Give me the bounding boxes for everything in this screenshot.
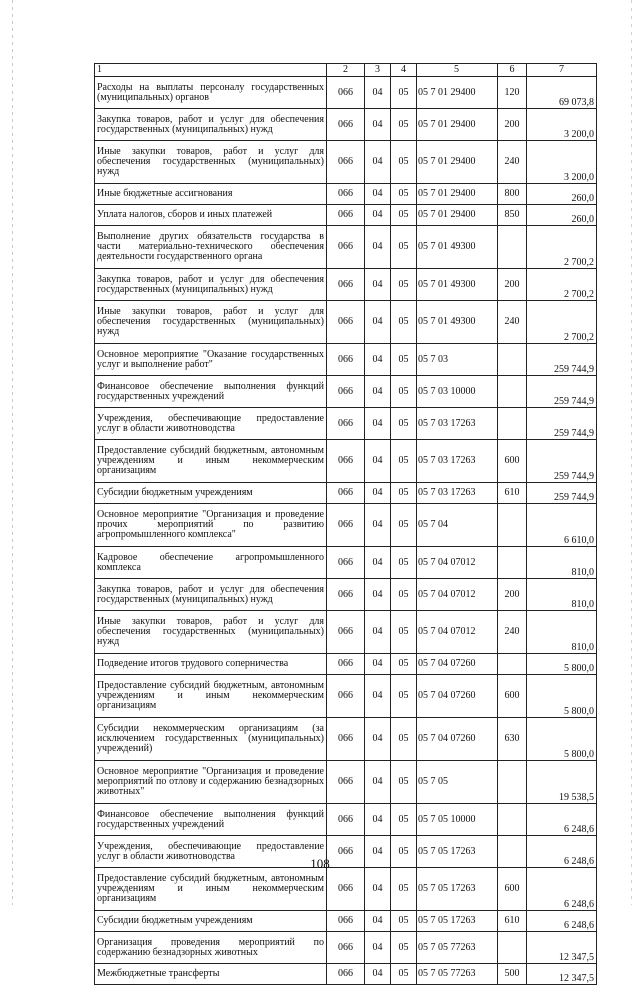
vr-cell	[498, 504, 527, 547]
sum-cell: 810,0	[527, 547, 597, 579]
pr-cell: 05	[391, 804, 417, 836]
csr-cell: 05 7 01 29400	[417, 141, 498, 184]
csr-cell: 05 7 03	[417, 344, 498, 376]
pr-cell: 05	[391, 836, 417, 868]
pr-cell: 05	[391, 761, 417, 804]
pr-cell: 05	[391, 654, 417, 675]
pr-cell: 05	[391, 932, 417, 964]
name-cell: Финансовое обеспечение выполнения функций государственных учреждений	[95, 804, 327, 836]
table-row	[95, 611, 597, 654]
rz-cell: 04	[365, 141, 391, 184]
sum-cell: 12 347,5	[527, 964, 597, 985]
table-row	[95, 804, 597, 836]
column-header-3: 3	[365, 64, 391, 77]
sum-cell: 810,0	[527, 579, 597, 611]
name-cell: Иные закупки товаров, работ и услуг для обеспечения государственных (муниципальных) нужд	[95, 141, 327, 184]
vr-cell: 200	[498, 269, 527, 301]
pr-cell: 05	[391, 611, 417, 654]
csr-cell: 05 7 05 77263	[417, 932, 498, 964]
column-header-2: 2	[327, 64, 365, 77]
csr-cell: 05 7 05 17263	[417, 836, 498, 868]
vr-cell	[498, 932, 527, 964]
ved-cell: 066	[327, 654, 365, 675]
ved-cell: 066	[327, 483, 365, 504]
pr-cell: 05	[391, 911, 417, 932]
ved-cell: 066	[327, 408, 365, 440]
vr-cell: 610	[498, 483, 527, 504]
ved-cell: 066	[327, 761, 365, 804]
ved-cell: 066	[327, 440, 365, 483]
table-row	[95, 504, 597, 547]
column-header-4: 4	[391, 64, 417, 77]
table-row	[95, 654, 597, 675]
sum-cell: 810,0	[527, 611, 597, 654]
pr-cell: 05	[391, 109, 417, 141]
vr-cell: 200	[498, 109, 527, 141]
sum-cell: 259 744,9	[527, 440, 597, 483]
table-row	[95, 269, 597, 301]
ved-cell: 066	[327, 804, 365, 836]
name-cell: Закупка товаров, работ и услуг для обеспечения государственных (муниципальных) нужд	[95, 269, 327, 301]
rz-cell: 04	[365, 654, 391, 675]
pr-cell: 05	[391, 504, 417, 547]
rz-cell: 04	[365, 109, 391, 141]
sum-cell: 5 800,0	[527, 654, 597, 675]
budget-table	[94, 63, 597, 985]
rz-cell: 04	[365, 932, 391, 964]
rz-cell: 04	[365, 408, 391, 440]
name-cell: Уплата налогов, сборов и иных платежей	[95, 205, 327, 226]
name-cell: Основное мероприятие "Оказание государственных услуг и выполнение работ"	[95, 344, 327, 376]
ved-cell: 066	[327, 611, 365, 654]
rz-cell: 04	[365, 226, 391, 269]
csr-cell: 05 7 03 17263	[417, 440, 498, 483]
csr-cell: 05 7 05	[417, 761, 498, 804]
name-cell: Предоставление субсидий бюджетным, автономным учреждениям и иным некоммерческим организациям	[95, 675, 327, 718]
sum-cell: 2 700,2	[527, 226, 597, 269]
pr-cell: 05	[391, 77, 417, 109]
csr-cell: 05 7 01 49300	[417, 301, 498, 344]
pr-cell: 05	[391, 579, 417, 611]
vr-cell	[498, 654, 527, 675]
table-row	[95, 184, 597, 205]
sum-cell: 259 744,9	[527, 408, 597, 440]
vr-cell: 850	[498, 205, 527, 226]
csr-cell: 05 7 04 07260	[417, 675, 498, 718]
ved-cell: 066	[327, 547, 365, 579]
budget-table-body	[95, 64, 597, 985]
vr-cell	[498, 761, 527, 804]
csr-cell: 05 7 03 10000	[417, 376, 498, 408]
name-cell: Закупка товаров, работ и услуг для обеспечения государственных (муниципальных) нужд	[95, 109, 327, 141]
table-row	[95, 547, 597, 579]
csr-cell: 05 7 01 49300	[417, 226, 498, 269]
pr-cell: 05	[391, 344, 417, 376]
column-header-7: 7	[527, 64, 597, 77]
name-cell: Подведение итогов трудового соперничества	[95, 654, 327, 675]
rz-cell: 04	[365, 611, 391, 654]
vr-cell	[498, 804, 527, 836]
sum-cell: 2 700,2	[527, 269, 597, 301]
rz-cell: 04	[365, 184, 391, 205]
sum-cell: 260,0	[527, 184, 597, 205]
csr-cell: 05 7 04 07260	[417, 654, 498, 675]
rz-cell: 04	[365, 718, 391, 761]
csr-cell: 05 7 04 07012	[417, 547, 498, 579]
rz-cell: 04	[365, 77, 391, 109]
sum-cell: 6 248,6	[527, 804, 597, 836]
rz-cell: 04	[365, 675, 391, 718]
name-cell: Организация проведения мероприятий по содержанию безнадзорных животных	[95, 932, 327, 964]
name-cell: Субсидии бюджетным учреждениям	[95, 911, 327, 932]
ved-cell: 066	[327, 344, 365, 376]
name-cell: Предоставление субсидий бюджетным, автономным учреждениям и иным некоммерческим организациям	[95, 868, 327, 911]
vr-cell: 800	[498, 184, 527, 205]
vr-cell: 600	[498, 440, 527, 483]
name-cell: Основное мероприятие "Организация и проведение мероприятий по отлову и содержанию безнадзорных животных"	[95, 761, 327, 804]
name-cell: Иные закупки товаров, работ и услуг для обеспечения государственных (муниципальных) нужд	[95, 301, 327, 344]
csr-cell: 05 7 01 29400	[417, 77, 498, 109]
csr-cell: 05 7 04 07012	[417, 579, 498, 611]
vr-cell	[498, 226, 527, 269]
ved-cell: 066	[327, 964, 365, 985]
table-row	[95, 718, 597, 761]
rz-cell: 04	[365, 440, 391, 483]
column-header-6: 6	[498, 64, 527, 77]
name-cell: Межбюджетные трансферты	[95, 964, 327, 985]
ved-cell: 066	[327, 504, 365, 547]
csr-cell: 05 7 03 17263	[417, 483, 498, 504]
page-scan-edge-left	[12, 0, 13, 905]
pr-cell: 05	[391, 408, 417, 440]
table-row	[95, 344, 597, 376]
vr-cell	[498, 376, 527, 408]
ved-cell: 066	[327, 868, 365, 911]
table-row	[95, 77, 597, 109]
ved-cell: 066	[327, 718, 365, 761]
csr-cell: 05 7 04	[417, 504, 498, 547]
sum-cell: 2 700,2	[527, 301, 597, 344]
pr-cell: 05	[391, 269, 417, 301]
ved-cell: 066	[327, 77, 365, 109]
table-row	[95, 376, 597, 408]
rz-cell: 04	[365, 836, 391, 868]
table-row	[95, 579, 597, 611]
name-cell: Закупка товаров, работ и услуг для обеспечения государственных (муниципальных) нужд	[95, 579, 327, 611]
sum-cell: 12 347,5	[527, 932, 597, 964]
sum-cell: 3 200,0	[527, 141, 597, 184]
sum-cell: 5 800,0	[527, 675, 597, 718]
sum-cell: 69 073,8	[527, 77, 597, 109]
csr-cell: 05 7 05 10000	[417, 804, 498, 836]
column-header-1: 1	[95, 64, 327, 77]
sum-cell: 19 538,5	[527, 761, 597, 804]
sum-cell: 259 744,9	[527, 483, 597, 504]
csr-cell: 05 7 01 49300	[417, 269, 498, 301]
table-row	[95, 205, 597, 226]
ved-cell: 066	[327, 836, 365, 868]
vr-cell	[498, 547, 527, 579]
vr-cell: 610	[498, 911, 527, 932]
sum-cell: 259 744,9	[527, 344, 597, 376]
vr-cell: 600	[498, 675, 527, 718]
csr-cell: 05 7 04 07012	[417, 611, 498, 654]
vr-cell: 240	[498, 141, 527, 184]
csr-cell: 05 7 04 07260	[417, 718, 498, 761]
csr-cell: 05 7 05 17263	[417, 868, 498, 911]
pr-cell: 05	[391, 547, 417, 579]
rz-cell: 04	[365, 761, 391, 804]
vr-cell	[498, 344, 527, 376]
ved-cell: 066	[327, 269, 365, 301]
table-row	[95, 408, 597, 440]
vr-cell	[498, 408, 527, 440]
name-cell: Финансовое обеспечение выполнения функций государственных учреждений	[95, 376, 327, 408]
pr-cell: 05	[391, 483, 417, 504]
rz-cell: 04	[365, 376, 391, 408]
ved-cell: 066	[327, 141, 365, 184]
table-row	[95, 675, 597, 718]
rz-cell: 04	[365, 269, 391, 301]
table-row	[95, 141, 597, 184]
ved-cell: 066	[327, 932, 365, 964]
pr-cell: 05	[391, 301, 417, 344]
vr-cell: 200	[498, 579, 527, 611]
csr-cell: 05 7 03 17263	[417, 408, 498, 440]
vr-cell: 240	[498, 301, 527, 344]
rz-cell: 04	[365, 344, 391, 376]
vr-cell: 240	[498, 611, 527, 654]
table-row	[95, 761, 597, 804]
rz-cell: 04	[365, 301, 391, 344]
ved-cell: 066	[327, 301, 365, 344]
ved-cell: 066	[327, 376, 365, 408]
ved-cell: 066	[327, 205, 365, 226]
name-cell: Кадровое обеспечение агропромышленного комплекса	[95, 547, 327, 579]
name-cell: Учреждения, обеспечивающие предоставление услуг в области животноводства	[95, 408, 327, 440]
rz-cell: 04	[365, 868, 391, 911]
vr-cell: 630	[498, 718, 527, 761]
name-cell: Предоставление субсидий бюджетным, автономным учреждениям и иным некоммерческим организациям	[95, 440, 327, 483]
rz-cell: 04	[365, 964, 391, 985]
sum-cell: 6 248,6	[527, 911, 597, 932]
rz-cell: 04	[365, 483, 391, 504]
sum-cell: 6 248,6	[527, 868, 597, 911]
ved-cell: 066	[327, 226, 365, 269]
ved-cell: 066	[327, 675, 365, 718]
sum-cell: 259 744,9	[527, 376, 597, 408]
rz-cell: 04	[365, 579, 391, 611]
table-row	[95, 109, 597, 141]
vr-cell: 600	[498, 868, 527, 911]
pr-cell: 05	[391, 376, 417, 408]
csr-cell: 05 7 01 29400	[417, 205, 498, 226]
sum-cell: 6 610,0	[527, 504, 597, 547]
table-row	[95, 932, 597, 964]
vr-cell: 500	[498, 964, 527, 985]
table-row	[95, 868, 597, 911]
table-row	[95, 440, 597, 483]
rz-cell: 04	[365, 911, 391, 932]
table-row	[95, 226, 597, 269]
table-header-row	[95, 64, 597, 77]
csr-cell: 05 7 01 29400	[417, 109, 498, 141]
name-cell: Иные бюджетные ассигнования	[95, 184, 327, 205]
table-row	[95, 483, 597, 504]
name-cell: Субсидии некоммерческим организациям (за исключением государственных (муниципальных) учреждений)	[95, 718, 327, 761]
sum-cell: 260,0	[527, 205, 597, 226]
csr-cell: 05 7 05 17263	[417, 911, 498, 932]
pr-cell: 05	[391, 440, 417, 483]
table-row	[95, 964, 597, 985]
sum-cell: 6 248,6	[527, 836, 597, 868]
page-number: 108	[310, 856, 330, 871]
name-cell: Выполнение других обязательств государства в части материально-технического обеспечения деятельности государственного органа	[95, 226, 327, 269]
name-cell: Иные закупки товаров, работ и услуг для обеспечения государственных (муниципальных) нужд	[95, 611, 327, 654]
table-row	[95, 301, 597, 344]
csr-cell: 05 7 01 29400	[417, 184, 498, 205]
rz-cell: 04	[365, 804, 391, 836]
pr-cell: 05	[391, 868, 417, 911]
sum-cell: 3 200,0	[527, 109, 597, 141]
ved-cell: 066	[327, 911, 365, 932]
pr-cell: 05	[391, 718, 417, 761]
page-scan-edge-right	[631, 0, 632, 905]
name-cell: Субсидии бюджетным учреждениям	[95, 483, 327, 504]
name-cell: Расходы на выплаты персоналу государственных (муниципальных) органов	[95, 77, 327, 109]
pr-cell: 05	[391, 141, 417, 184]
ved-cell: 066	[327, 184, 365, 205]
pr-cell: 05	[391, 964, 417, 985]
pr-cell: 05	[391, 205, 417, 226]
csr-cell: 05 7 05 77263	[417, 964, 498, 985]
name-cell: Основное мероприятие "Организация и проведение прочих мероприятий по развитию агропромышленного комплекса"	[95, 504, 327, 547]
column-header-5: 5	[417, 64, 498, 77]
vr-cell: 120	[498, 77, 527, 109]
table-row	[95, 911, 597, 932]
sum-cell: 5 800,0	[527, 718, 597, 761]
name-cell: Учреждения, обеспечивающие предоставление услуг в области животноводства	[95, 836, 327, 868]
rz-cell: 04	[365, 547, 391, 579]
rz-cell: 04	[365, 504, 391, 547]
pr-cell: 05	[391, 184, 417, 205]
rz-cell: 04	[365, 205, 391, 226]
ved-cell: 066	[327, 579, 365, 611]
pr-cell: 05	[391, 675, 417, 718]
ved-cell: 066	[327, 109, 365, 141]
pr-cell: 05	[391, 226, 417, 269]
